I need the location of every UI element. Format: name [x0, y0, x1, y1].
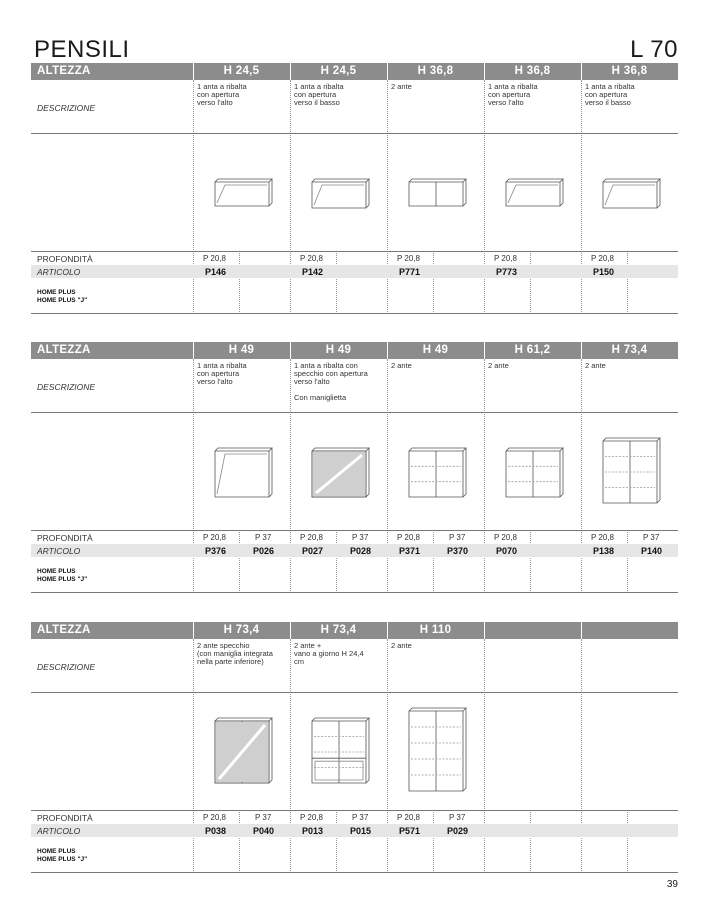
column-divider — [484, 639, 485, 873]
column-height: H 61,2 — [514, 344, 551, 356]
article-code-2: P040 — [253, 826, 275, 836]
column-divider — [193, 80, 194, 314]
description-line: nella parte inferiore) — [197, 657, 264, 666]
article-code-2: P028 — [350, 546, 372, 556]
profondita-value: P 20,8 — [494, 533, 517, 542]
home-plus-j-label: HOME PLUS "J" — [37, 297, 88, 304]
column-divider — [484, 359, 485, 593]
sub-column-divider — [336, 530, 337, 593]
article-code: P376 — [205, 546, 227, 556]
description-line: verso l'alto — [294, 377, 330, 386]
description-line: 2 ante + — [294, 641, 322, 650]
product-drawing — [294, 416, 384, 531]
description-line: verso l'alto — [197, 377, 233, 386]
profondita-value-2: P 37 — [352, 813, 369, 822]
article-code: P773 — [496, 267, 518, 277]
articolo-band — [31, 265, 678, 278]
page-title: PENSILI — [34, 36, 130, 63]
product-drawing — [391, 416, 481, 531]
profondita-value-2: P 37 — [449, 533, 466, 542]
profondita-value: P 20,8 — [591, 254, 614, 263]
description-line: 1 anta a ribalta — [585, 82, 635, 91]
two-door-cabinet-icon — [488, 416, 578, 526]
profondita-value: P 20,8 — [203, 254, 226, 263]
column-height: H 49 — [325, 344, 352, 356]
profondita-value: P 20,8 — [591, 533, 614, 542]
sub-column-divider — [239, 251, 240, 314]
page-number: 39 — [666, 879, 678, 890]
article-code: P571 — [399, 826, 421, 836]
column-divider — [387, 80, 388, 314]
article-code-2: P140 — [641, 546, 663, 556]
sub-column-divider — [627, 810, 628, 873]
column-height: H 24,5 — [320, 65, 357, 77]
column-description — [294, 642, 386, 666]
altezza-label: ALTEZZA — [37, 65, 91, 77]
two-door-cabinet-icon — [391, 416, 481, 526]
descrizione-label: DESCRIZIONE — [37, 103, 96, 113]
column-height: H 110 — [419, 624, 452, 636]
pensili-table — [31, 622, 678, 874]
column-height: H 73,4 — [611, 344, 648, 356]
article-code-2: P015 — [350, 826, 372, 836]
home-plus-label: HOME PLUS — [37, 848, 76, 855]
description-line: verso il basso — [294, 98, 340, 107]
profondita-value: P 20,8 — [397, 533, 420, 542]
sub-column-divider — [627, 251, 628, 314]
description-line: vano a giorno H 24,4 — [294, 649, 364, 658]
column-divider — [193, 359, 194, 593]
description-line: con apertura — [585, 90, 628, 99]
product-drawing — [294, 696, 384, 811]
profondita-value-2: P 37 — [352, 533, 369, 542]
description-line: con apertura — [197, 90, 240, 99]
description-line: (con maniglia integrata — [197, 649, 273, 658]
description-line: cm — [294, 657, 304, 666]
article-code: P142 — [302, 267, 324, 277]
description-line: verso il basso — [585, 98, 631, 107]
article-code: P013 — [302, 826, 324, 836]
column-divider — [290, 639, 291, 873]
two-door-cabinet-icon — [391, 137, 481, 247]
altezza-header — [31, 622, 678, 639]
home-plus-label: HOME PLUS — [37, 568, 76, 575]
pensili-table — [31, 63, 678, 315]
page-width-label: L 70 — [630, 36, 678, 63]
flap-down-cabinet-icon — [585, 137, 675, 247]
product-drawing — [294, 137, 384, 252]
home-plus-j-label: HOME PLUS "J" — [37, 856, 88, 863]
article-code-2: P370 — [447, 546, 469, 556]
column-height: H 36,8 — [514, 65, 551, 77]
row-divider — [31, 412, 678, 413]
description-line: 1 anta a ribalta — [488, 82, 538, 91]
column-height: H 73,4 — [223, 624, 260, 636]
home-plus-label: HOME PLUS — [37, 289, 76, 296]
column-divider — [193, 639, 194, 873]
product-drawing — [488, 416, 578, 531]
column-height: H 73,4 — [320, 624, 357, 636]
column-divider — [581, 80, 582, 314]
article-code: P038 — [205, 826, 227, 836]
description-line: 2 ante — [585, 361, 606, 370]
tall-two-door-cabinet-icon — [391, 696, 481, 806]
description-line: verso l'alto — [488, 98, 524, 107]
column-divider — [387, 639, 388, 873]
column-description — [585, 83, 677, 107]
articolo-label: ARTICOLO — [37, 826, 81, 836]
pensili-table — [31, 342, 678, 594]
description-line: con apertura — [197, 369, 240, 378]
column-description — [197, 642, 289, 666]
altezza-header — [31, 63, 678, 80]
profondita-value: P 20,8 — [397, 813, 420, 822]
column-description — [488, 83, 580, 107]
column-divider — [484, 80, 485, 314]
sub-column-divider — [239, 530, 240, 593]
product-drawing — [197, 137, 287, 252]
mirror-flap-cabinet-icon — [294, 416, 384, 526]
header-divider — [581, 622, 582, 639]
two-door-shelves-cabinet-icon — [585, 416, 675, 526]
description-line: Con maniglietta — [294, 393, 347, 402]
product-drawing — [197, 416, 287, 531]
sub-column-divider — [530, 810, 531, 873]
column-height: H 49 — [422, 344, 449, 356]
flap-up-cabinet-icon — [197, 416, 287, 526]
row-divider — [31, 692, 678, 693]
article-code-2: P026 — [253, 546, 275, 556]
sub-column-divider — [433, 810, 434, 873]
profondita-value: P 20,8 — [300, 813, 323, 822]
product-drawing — [488, 137, 578, 252]
description-line: 2 ante — [391, 641, 412, 650]
column-description — [391, 642, 483, 650]
sub-column-divider — [627, 530, 628, 593]
column-description — [488, 362, 580, 370]
description-line: 2 ante — [488, 361, 509, 370]
header-divider — [484, 622, 485, 639]
descrizione-label: DESCRIZIONE — [37, 382, 96, 392]
column-divider — [290, 80, 291, 314]
description-line: 1 anta a ribalta con — [294, 361, 358, 370]
profondita-value: P 20,8 — [203, 813, 226, 822]
column-description — [294, 362, 386, 402]
article-code: P771 — [399, 267, 421, 277]
column-divider — [581, 359, 582, 593]
description-line: con apertura — [294, 90, 337, 99]
row-divider — [31, 872, 678, 873]
column-description — [391, 362, 483, 370]
altezza-label: ALTEZZA — [37, 624, 91, 636]
column-divider — [387, 359, 388, 593]
row-divider — [31, 592, 678, 593]
two-door-open-compartment-cabinet-icon — [294, 696, 384, 806]
sub-column-divider — [433, 251, 434, 314]
column-description — [391, 83, 483, 91]
description-line: 1 anta a ribalta — [197, 82, 247, 91]
profondita-value-2: P 37 — [255, 533, 272, 542]
article-code: P146 — [205, 267, 227, 277]
profondita-value-2: P 37 — [643, 533, 660, 542]
article-code: P371 — [399, 546, 421, 556]
column-height: H 24,5 — [223, 65, 260, 77]
sub-column-divider — [336, 810, 337, 873]
sub-column-divider — [433, 530, 434, 593]
flap-up-cabinet-icon — [197, 137, 287, 247]
column-height: H 36,8 — [417, 65, 454, 77]
article-code-2: P029 — [447, 826, 469, 836]
flap-down-cabinet-icon — [294, 137, 384, 247]
description-line: verso l'alto — [197, 98, 233, 107]
profondita-value: P 20,8 — [203, 533, 226, 542]
article-code: P138 — [593, 546, 615, 556]
description-line: 1 anta a ribalta — [197, 361, 247, 370]
product-drawing — [585, 416, 675, 531]
description-line: con apertura — [488, 90, 531, 99]
mirror-two-door-cabinet-icon — [197, 696, 287, 806]
description-line: 2 ante — [391, 82, 412, 91]
profondita-value: P 20,8 — [494, 254, 517, 263]
column-divider — [581, 639, 582, 873]
altezza-label: ALTEZZA — [37, 344, 91, 356]
product-drawing — [197, 696, 287, 811]
sub-column-divider — [239, 810, 240, 873]
profondita-value: P 20,8 — [397, 254, 420, 263]
product-drawing — [391, 137, 481, 252]
profondita-label: PROFONDITÀ — [37, 254, 93, 264]
product-drawing — [585, 137, 675, 252]
flap-up-cabinet-icon — [488, 137, 578, 247]
articolo-label: ARTICOLO — [37, 546, 81, 556]
row-divider — [31, 133, 678, 134]
description-line: 1 anta a ribalta — [294, 82, 344, 91]
column-description — [294, 83, 386, 107]
column-description — [197, 362, 289, 386]
home-plus-j-label: HOME PLUS "J" — [37, 576, 88, 583]
profondita-value-2: P 37 — [449, 813, 466, 822]
sub-column-divider — [336, 251, 337, 314]
descrizione-label: DESCRIZIONE — [37, 662, 96, 672]
altezza-header — [31, 342, 678, 359]
articolo-label: ARTICOLO — [37, 267, 81, 277]
profondita-value-2: P 37 — [255, 813, 272, 822]
description-line: 2 ante specchio — [197, 641, 250, 650]
description-line: specchio con apertura — [294, 369, 368, 378]
profondita-label: PROFONDITÀ — [37, 533, 93, 543]
profondita-label: PROFONDITÀ — [37, 813, 93, 823]
article-code: P070 — [496, 546, 518, 556]
column-height: H 36,8 — [611, 65, 648, 77]
article-code: P027 — [302, 546, 324, 556]
row-divider — [31, 313, 678, 314]
sub-column-divider — [530, 251, 531, 314]
column-description — [585, 362, 677, 370]
column-description — [197, 83, 289, 107]
column-divider — [290, 359, 291, 593]
profondita-value: P 20,8 — [300, 533, 323, 542]
product-drawing — [391, 696, 481, 811]
description-line: 2 ante — [391, 361, 412, 370]
column-height: H 49 — [228, 344, 255, 356]
profondita-value: P 20,8 — [300, 254, 323, 263]
sub-column-divider — [530, 530, 531, 593]
article-code: P150 — [593, 267, 615, 277]
